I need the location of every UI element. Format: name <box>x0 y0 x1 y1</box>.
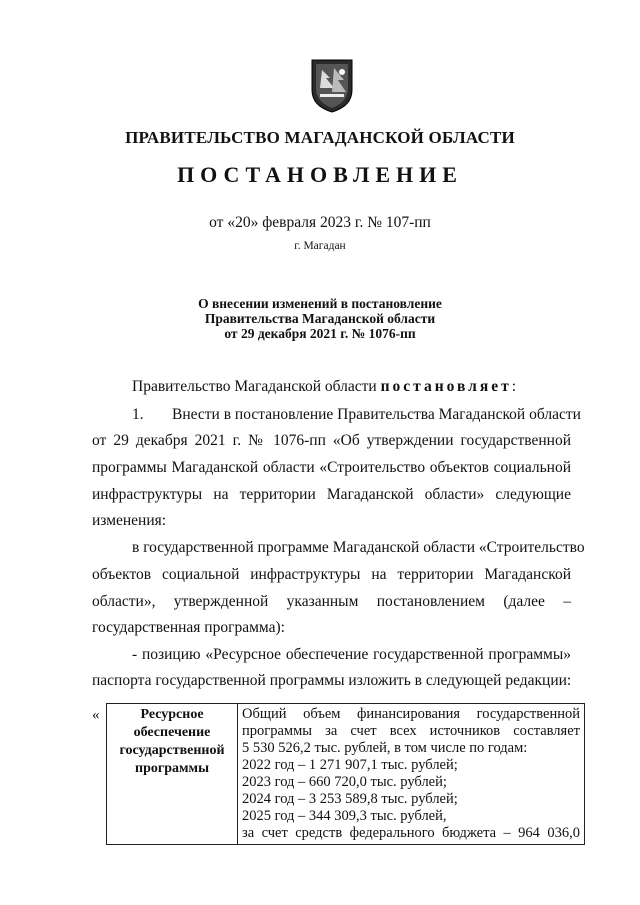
organization-title: ПРАВИТЕЛЬСТВО МАГАДАНСКОЙ ОБЛАСТИ <box>125 128 515 147</box>
content-line: 2023 год – 660 720,0 тыс. рублей; <box>242 774 447 790</box>
content-line: 5 530 526,2 тыс. рублей, в том числе по годам: <box>242 740 528 756</box>
content-line: Общий объем финансирования государственной <box>242 706 580 722</box>
paragraph-line: - позицию «Ресурсное обеспечение государственной программы» <box>132 646 571 663</box>
content-line: 2024 год – 3 253 589,8 тыс. рублей; <box>242 791 458 807</box>
label-line: обеспечение <box>133 725 211 740</box>
resource-label-cell <box>107 704 238 845</box>
content-line: за счет средств федерального бюджета – 964 036,0 <box>242 825 580 841</box>
item-line: Внести в постановление Правительства Магаданской области <box>172 406 581 423</box>
subject-line: О внесении изменений в постановление <box>198 296 442 311</box>
item-line: инфраструктуры на территории Магаданской области» следующие <box>92 486 571 503</box>
item-line: программы Магаданской области «Строительство объектов социальной <box>92 459 571 476</box>
label-line: Ресурсное <box>140 707 204 722</box>
magadan-coat-of-arms-icon <box>308 58 356 114</box>
document-date-number: от «20» февраля 2023 г. № 107-пп <box>209 214 431 231</box>
content-line: 2025 год – 344 309,3 тыс. рублей, <box>242 808 447 824</box>
item-line: изменения: <box>92 512 167 529</box>
content-line: 2022 год – 1 271 907,1 тыс. рублей; <box>242 757 458 773</box>
paragraph-line: объектов социальной инфраструктуры на территории Магаданской <box>92 566 571 583</box>
resource-content-cell <box>238 704 585 845</box>
paragraph-line: паспорта государственной программы изложить в следующей редакции: <box>92 672 572 689</box>
document-subject <box>0 296 640 341</box>
document-type: ПОСТАНОВЛЕНИЕ <box>177 162 463 187</box>
intro-colon: : <box>511 378 517 395</box>
item-number: 1. <box>132 406 144 423</box>
document-city: г. Магадан <box>294 240 346 252</box>
intro-prefix: Правительство Магаданской области <box>132 378 377 395</box>
opening-quote: « <box>92 707 100 723</box>
paragraph-line: государственная программа): <box>92 619 285 636</box>
resource-table <box>106 703 585 845</box>
label-line: программы <box>135 761 209 776</box>
paragraph-line: области», утвержденной указанным постановлением (далее – <box>92 593 571 610</box>
item-line: от 29 декабря 2021 г. № 1076-пп «Об утверждении государственной <box>92 432 571 449</box>
intro-paragraph <box>132 378 516 396</box>
content-line: программы за счет всех источников составляет <box>242 723 580 739</box>
label-line: государственной <box>119 743 225 758</box>
subject-line: от 29 декабря 2021 г. № 1076-пп <box>224 326 416 341</box>
paragraph-line: в государственной программе Магаданской области «Строительство <box>132 539 585 556</box>
table-row <box>107 704 585 845</box>
intro-verb: постановляет <box>380 378 512 395</box>
subject-line: Правительства Магаданской области <box>204 311 436 326</box>
